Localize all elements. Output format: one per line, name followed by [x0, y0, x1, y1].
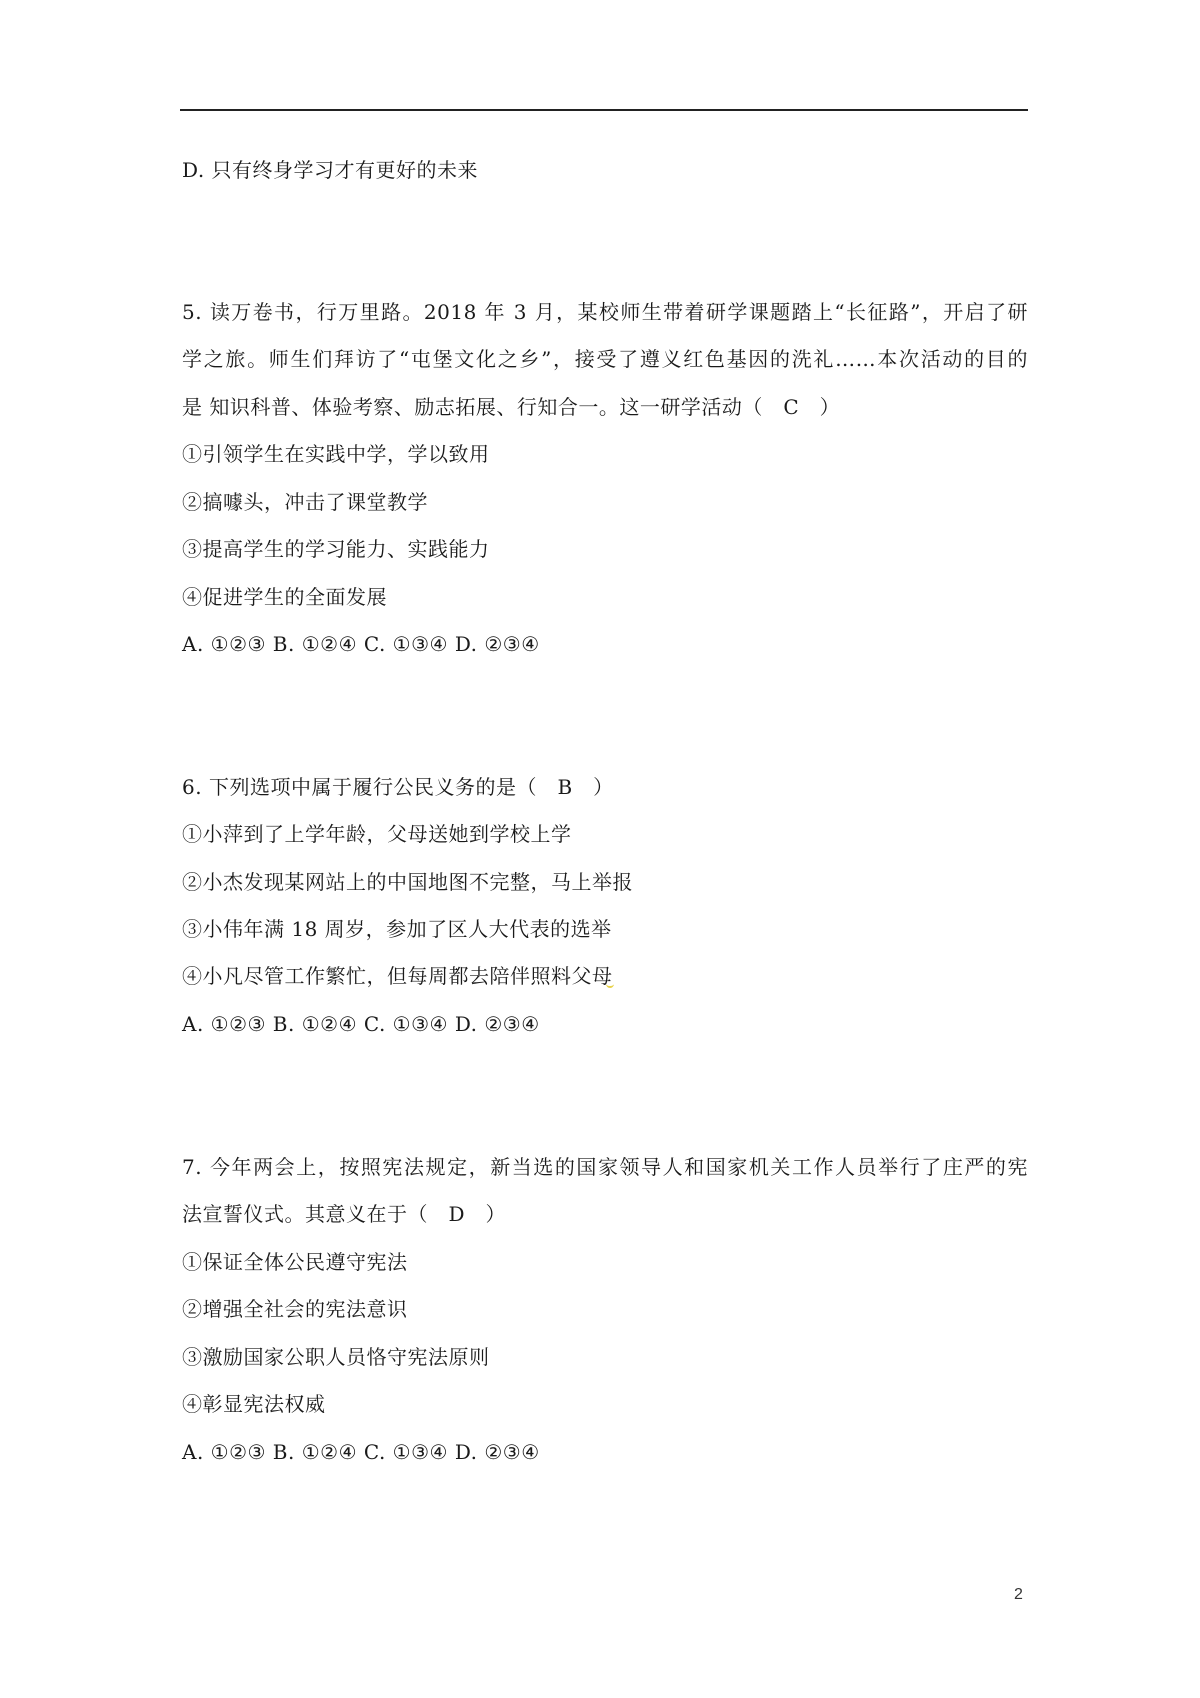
q6-stem-line-1: 6. 下列选项中属于履行公民义务的是（ B ） — [182, 775, 614, 799]
page-number: 2 — [1014, 1586, 1023, 1603]
q5-item-4: ④促进学生的全面发展 — [182, 585, 387, 609]
previous-question-option-d: D. 只有终身学习才有更好的未来 — [182, 158, 479, 182]
q5-options: A. ①②③ B. ①②④ C. ①③④ D. ②③④ — [182, 632, 540, 656]
q5-item-3: ③提高学生的学习能力、实践能力 — [182, 537, 490, 561]
q7-item-3: ③激励国家公职人员恪守宪法原则 — [182, 1345, 490, 1369]
q5-stem-line-3: 是 知识科普、体验考察、励志拓展、行知合一。这一研学活动（ C ） — [182, 395, 841, 419]
q6-options: A. ①②③ B. ①②④ C. ①③④ D. ②③④ — [182, 1012, 540, 1036]
q7-item-4: ④彰显宪法权威 — [182, 1392, 326, 1416]
header-rule — [180, 109, 1028, 111]
yellow-ink-mark — [606, 982, 614, 988]
q7-item-1: ①保证全体公民遵守宪法 — [182, 1250, 408, 1274]
q5-stem-line-2: 学之旅。师生们拜访了“屯堡文化之乡”，接受了遵义红色基因的洗礼……本次活动的目的 — [182, 347, 1028, 371]
q5-stem-line-1: 5. 读万卷书，行万里路。2018 年 3 月，某校师生带着研学课题踏上“长征路”，开启了研 — [182, 300, 1028, 324]
q6-item-2: ②小杰发现某网站上的中国地图不完整，马上举报 — [182, 870, 633, 894]
q7-options: A. ①②③ B. ①②④ C. ①③④ D. ②③④ — [182, 1440, 540, 1464]
q6-item-3: ③小伟年满 18 周岁，参加了区人大代表的选举 — [182, 917, 612, 941]
q7-item-2: ②增强全社会的宪法意识 — [182, 1297, 408, 1321]
q7-stem-line-2: 法宣誓仪式。其意义在于（ D ） — [182, 1202, 507, 1226]
q6-item-1: ①小萍到了上学年龄，父母送她到学校上学 — [182, 822, 572, 846]
q5-item-1: ①引领学生在实践中学，学以致用 — [182, 442, 490, 466]
q6-item-4: ④小凡尽管工作繁忙，但每周都去陪伴照料父母 — [182, 964, 613, 988]
q5-item-2: ②搞噱头，冲击了课堂教学 — [182, 490, 428, 514]
q7-stem-line-1: 7. 今年两会上，按照宪法规定，新当选的国家领导人和国家机关工作人员举行了庄严的宪 — [182, 1155, 1028, 1179]
